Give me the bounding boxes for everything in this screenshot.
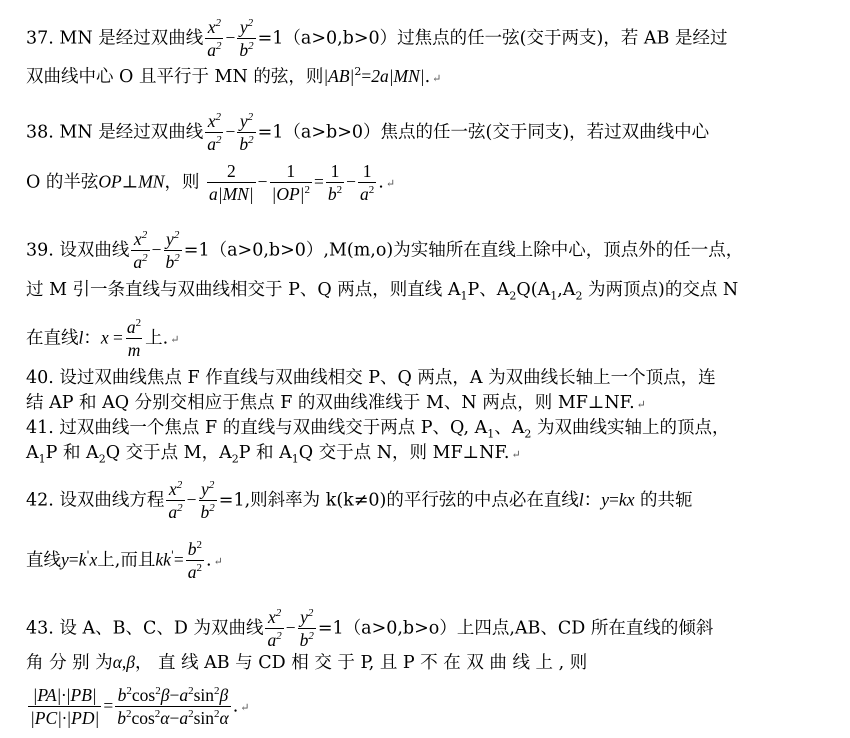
fraction-1-OP2: $\frac{1}{|OP|^2}$ — [271, 161, 310, 205]
fraction-y2-b2: $\frac{y^2}{b^2}$ — [299, 607, 314, 651]
fraction-y2-b2: $\frac{y^2}{b^2}$ — [239, 111, 254, 155]
fraction-x2-a2: $\frac{x^2}{a^2}$ — [267, 607, 282, 651]
item-number: 37. — [26, 28, 54, 49]
fraction-x2-a2: $\frac{x^2}{a^2}$ — [207, 17, 222, 61]
fraction-1-a2: $\frac{1}{a^2}$ — [360, 161, 375, 205]
item-number: 40. — [26, 368, 54, 388]
item-number: 39. — [26, 240, 54, 261]
fraction-x2-a2: $\frac{x^2}{a^2}$ — [168, 479, 183, 523]
item-38-line2: O 的半弦OP⊥MN，则 $\frac{2}{a|MN|}$ − $\frac{1}{|OP|^2}$ = $\frac{1}{b^2}$ − $\frac{1}{a^2}$ . ↵ — [26, 161, 396, 205]
formula-ab: |AB| — [323, 66, 355, 86]
item-38-line1: 38. MN 是经过双曲线 $\frac{x^2}{a^2}$ − $\frac{y^2}{b^2}$ =1（a>b>0）焦点的任一弦(交于同支)，若过双曲线中心 — [26, 111, 710, 155]
item-39-line2: 过 M 引一条直线与双曲线相交于 P、Q 两点，则直线 $A_1P$、$A_2Q(A_1,A_2$ 为两顶点)的交点 N — [26, 280, 739, 303]
item-number: 43. — [26, 618, 54, 639]
statement-text: =1（a>0,b>0）过焦点的任一弦(交于两支)，若 AB 是经过 — [257, 28, 728, 49]
fraction-y2-b2: $\frac{y^2}{b^2}$ — [200, 479, 215, 523]
item-43-line3: $\frac{|PA|\cdot|PB|}{|PC|\cdot|PD|}$ = $\frac{b^2\cos^2\beta-a^2\sin^2\beta}{b^2\cos^2\alpha-a^2\sin^2\alpha}$ . ↵ — [30, 685, 250, 729]
fraction-y2-b2: $\frac{y^2}{b^2}$ — [239, 17, 254, 61]
fraction-cos-sin: $\frac{b^2\cos^2\beta-a^2\sin^2\beta}{b^2\cos^2\alpha-a^2\sin^2\alpha}$ — [117, 685, 229, 729]
item-41-line2: $A_1P$ 和 $A_2Q$ 交于点 M，$A_2P$ 和 $A_1Q$ 交于点 N，则 MF⊥NF. ↵ — [26, 443, 521, 466]
fraction-y2-b2: $\frac{y^2}{b^2}$ — [165, 229, 180, 273]
fraction-b2-a2: $\frac{b^2}{a^2}$ — [187, 539, 203, 583]
fraction-x2-a2: $\frac{x^2}{a^2}$ — [133, 229, 148, 273]
fraction-1-b2: $\frac{1}{b^2}$ — [327, 161, 343, 205]
fraction-x2-a2: $\frac{x^2}{a^2}$ — [207, 111, 222, 155]
item-39-line1: 39. 设双曲线 $\frac{x^2}{a^2}$ − $\frac{y^2}{b^2}$ =1（a>0,b>0）,M(m,o)为实轴所在直线上除中心，顶点外的任一点， — [26, 229, 744, 273]
item-number: 41. — [26, 418, 54, 438]
item-42-line2: 直线y=k'x上,而且kk'= $\frac{b^2}{a^2}$ . ↵ — [26, 539, 223, 583]
item-40-line2: 结 AP 和 AQ 分别交相应于焦点 F 的双曲线准线于 M、N 两点，则 MF⊥NF. ↵ — [26, 393, 646, 413]
fraction-a2-m: $\frac{a^2}{m}$ — [126, 317, 142, 361]
item-40-line1: 40. 设过双曲线焦点 F 作直线与双曲线相交 P、Q 两点，A 为双曲线长轴上一个顶点，连 — [26, 368, 716, 388]
item-42-line1: 42. 设双曲线方程 $\frac{x^2}{a^2}$ − $\frac{y^2}{b^2}$ =1,则斜率为 k(k≠0)的平行弦的中点必在直线l：y=kx 的共轭 — [26, 479, 693, 523]
item-37-line2: 双曲线中心 O 且平行于 MN 的弦，则$|AB|^2=2a|MN|$. ↵ — [26, 65, 442, 87]
item-43-line1: 43. 设 A、B、C、D 为双曲线 $\frac{x^2}{a^2}$ − $\frac{y^2}{b^2}$ =1（a>0,b>o）上四点,AB、CD 所在直线的倾斜 — [26, 607, 714, 651]
item-41-line1: 41. 过双曲线一个焦点 F 的直线与双曲线交于两点 P、Q, $A_1$、$A_2$ 为双曲线实轴上的顶点， — [26, 418, 730, 441]
item-37-line1: 37. MN 是经过双曲线 $\frac{x^2}{a^2}$ − $\frac{y^2}{b^2}$ =1（a>0,b>0）过焦点的任一弦(交于两支)，若 AB 是经过 — [26, 17, 728, 61]
item-number: 42. — [26, 490, 54, 511]
item-43-line2: 角 分 别 为α,β， 直 线 AB 与 CD 相 交 于 P, 且 P 不 在 双 曲 线 上 , 则 — [26, 652, 588, 673]
statement-text: MN 是经过双曲线 — [59, 28, 204, 49]
item-number: 38. — [26, 122, 54, 143]
fraction-2-aMN: $\frac{2}{a|MN|}$ — [209, 161, 254, 205]
fraction-pa-pb-pc-pd: $\frac{|PA|\cdot|PB|}{|PC|\cdot|PD|}$ — [30, 685, 100, 729]
item-39-line3: 在直线l：x = $\frac{a^2}{m}$ 上. ↵ — [26, 317, 180, 361]
